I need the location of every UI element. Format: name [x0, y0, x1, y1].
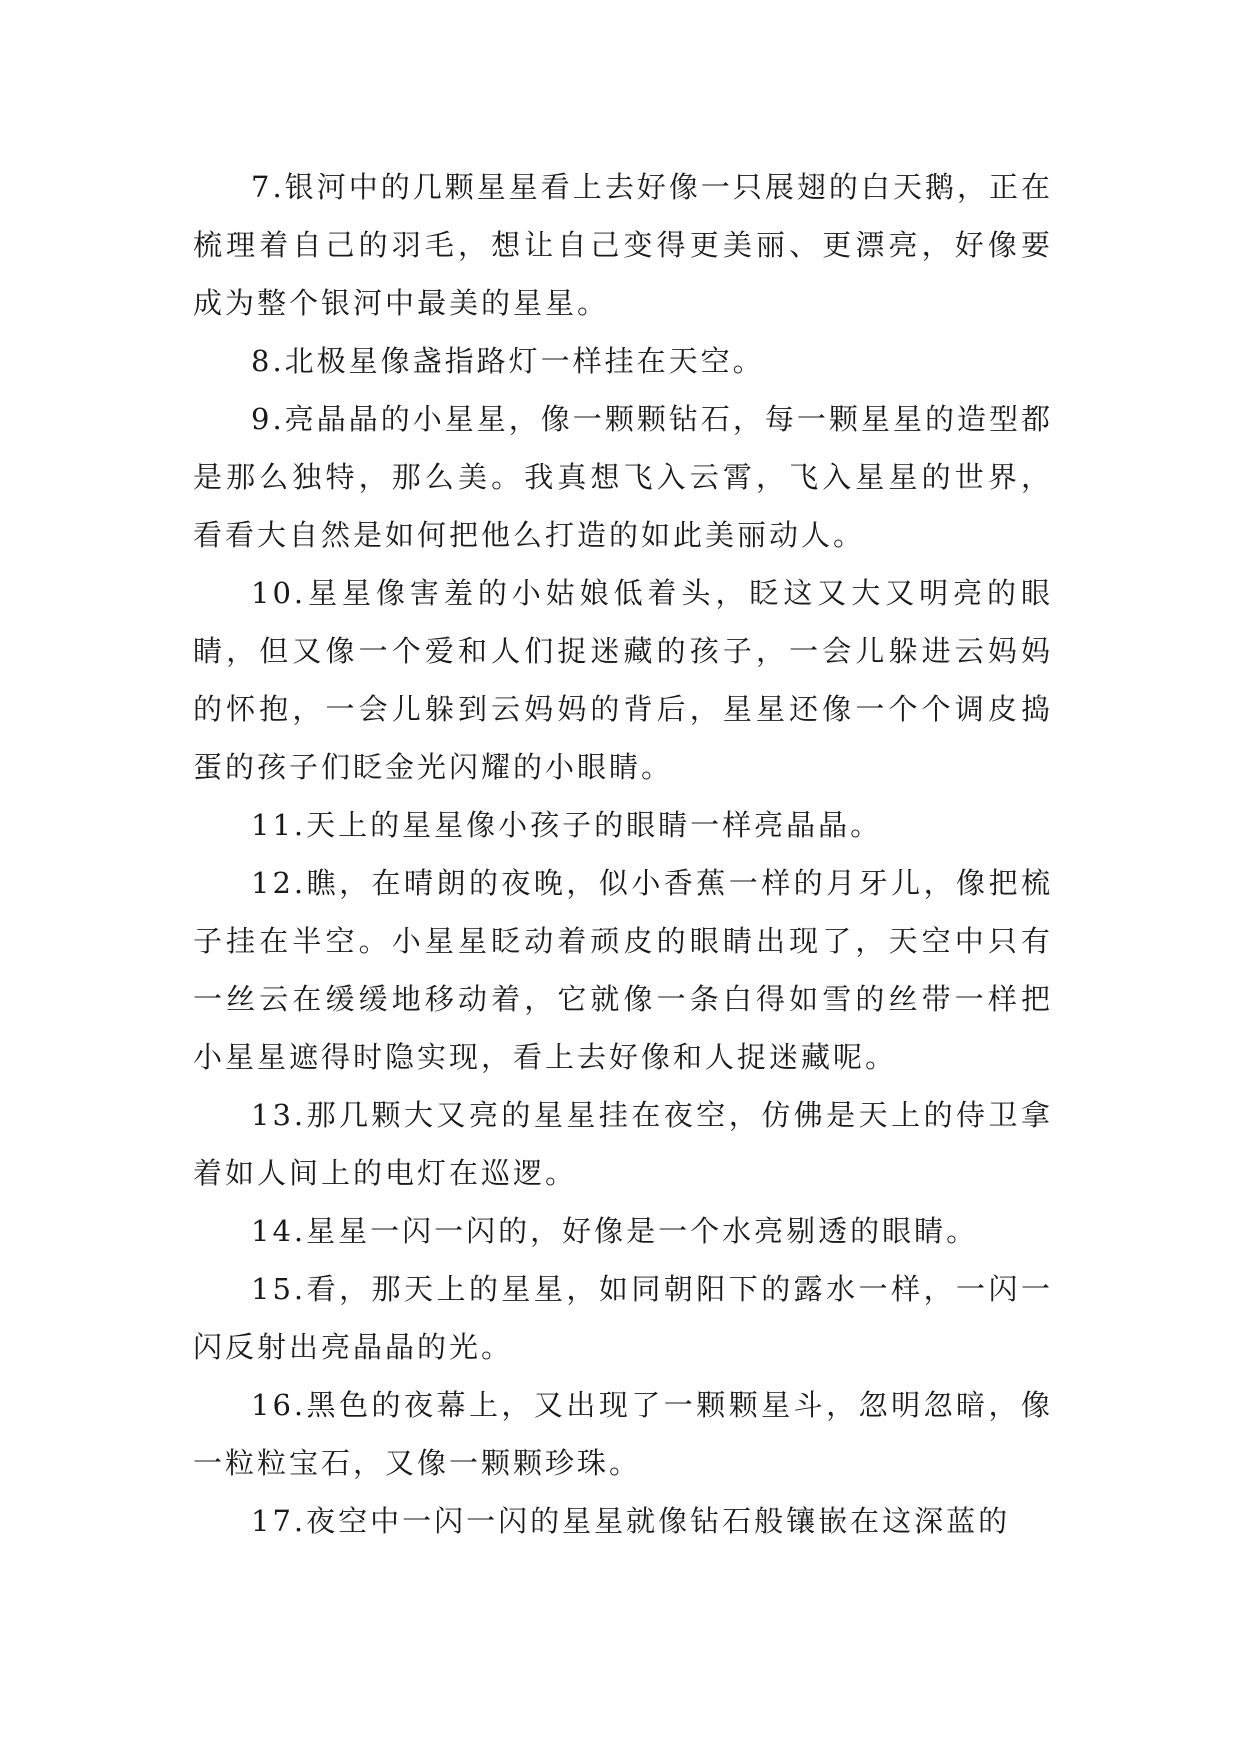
paragraph-13: 13.那几颗大又亮的星星挂在夜空，仿佛是天上的侍卫拿着如人间上的电灯在巡逻。 — [193, 1098, 1053, 1190]
paragraph-11: 11.天上的星星像小孩子的眼睛一样亮晶晶。 — [251, 808, 883, 842]
paragraph-8: 8.北极星像盏指路灯一样挂在天空。 — [251, 344, 765, 378]
document-body — [193, 158, 1053, 1550]
paragraph-12: 12.瞧，在晴朗的夜晚，似小香蕉一样的月牙儿，像把梳子挂在半空。小星星眨动着顽皮的眼睛出现了，天空中只有一丝云在缓缓地移动着，它就像一条白得如雪的丝带一样把小星星遮得时隐实现，看上去好像和人捉迷藏呢。 — [193, 866, 1053, 1074]
paragraph-9: 9.亮晶晶的小星星，像一颗颗钻石，每一颗星星的造型都是那么独特，那么美。我真想飞入云霄，飞入星星的世界，看看大自然是如何把他么打造的如此美丽动人。 — [193, 402, 1053, 552]
paragraph-17: 17.夜空中一闪一闪的星星就像钻石般镶嵌在这深蓝的 — [251, 1504, 1011, 1538]
paragraph-14: 14.星星一闪一闪的，好像是一个水亮剔透的眼睛。 — [251, 1214, 979, 1248]
paragraph-15: 15.看，那天上的星星，如同朝阳下的露水一样，一闪一闪反射出亮晶晶的光。 — [193, 1272, 1053, 1364]
paragraph-16: 16.黑色的夜幕上，又出现了一颗颗星斗，忽明忽暗，像一粒粒宝石，又像一颗颗珍珠。 — [193, 1388, 1053, 1480]
paragraph-7: 7.银河中的几颗星星看上去好像一只展翅的白天鹅，正在梳理着自己的羽毛，想让自己变得更美丽、更漂亮，好像要成为整个银河中最美的星星。 — [193, 170, 1053, 320]
paragraph-10: 10.星星像害羞的小姑娘低着头，眨这又大又明亮的眼睛，但又像一个爱和人们捉迷藏的孩子，一会儿躲进云妈妈的怀抱，一会儿躲到云妈妈的背后，星星还像一个个调皮捣蛋的孩子们眨金光闪耀的小眼睛。 — [193, 576, 1053, 784]
